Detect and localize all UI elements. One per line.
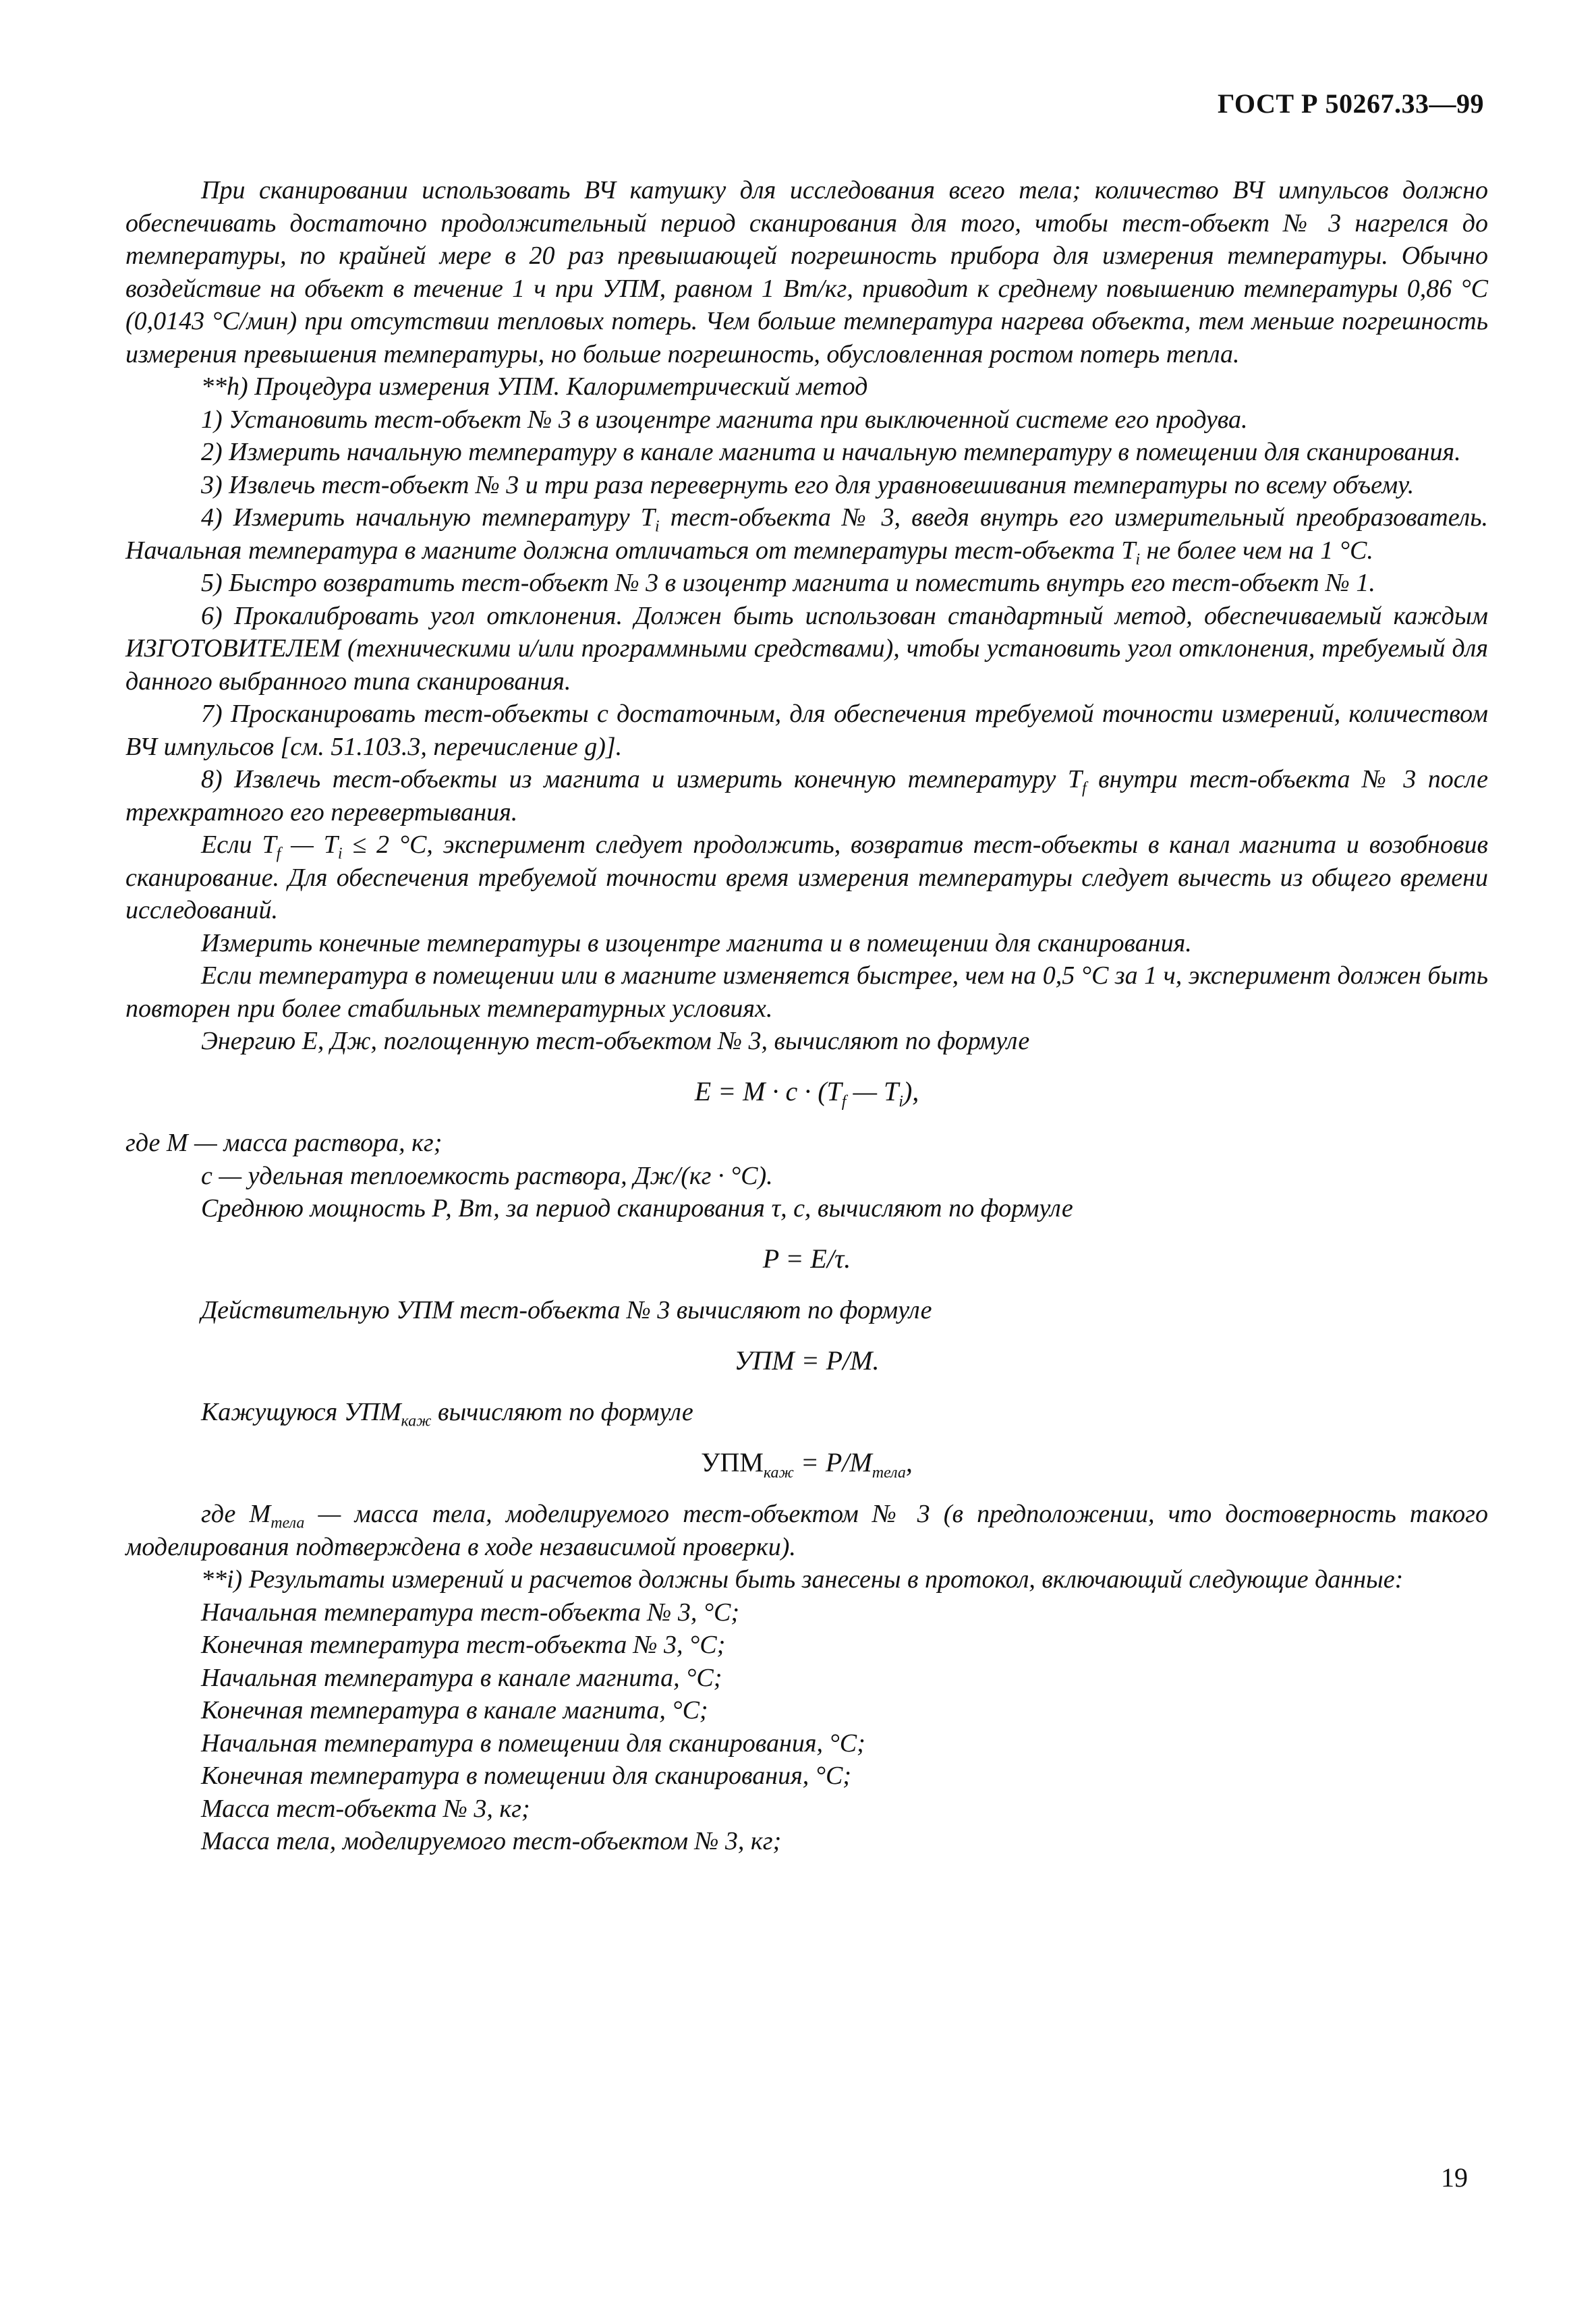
step-2: 2) Измерить начальную температуру в канале магнита и начальную температуру в помещении для сканирования. [201, 438, 1461, 466]
list-item: Конечная температура в помещении для сканирования, °С; [201, 1762, 851, 1790]
list-item: Начальная температура тест-объекта № 3, °С; [201, 1598, 740, 1627]
formula-legend: с — удельная теплоемкость раствора, Дж/(кг · °С). [201, 1161, 773, 1190]
step-5: 5) Быстро возвратить тест-объект № 3 в изоцентр магнита и поместить внутрь его тест-объект № 1. [201, 569, 1375, 597]
paragraph: Энергию Е, Дж, поглощенную тест-объектом № 3, вычисляют по формуле [201, 1027, 1030, 1055]
document-body [125, 174, 1488, 1858]
step-3: 3) Извлечь тест-объект № 3 и три раза перевернуть его для уравновешивания температуры по всему объему. [201, 470, 1415, 499]
paragraph: Кажущуюся $УПМ_{каж}$ вычисляют по формуле [201, 1398, 693, 1430]
paragraph: При сканировании использовать ВЧ катушку для исследования всего тела; количество ВЧ импульсов должно обеспечивать достаточно продолжительный период сканирования для того, чтобы тест-объект № 3 нагрелся до температуры, по крайней мере в 20 раз превышающей погрешность прибора для измерения температуры. Обычно воздействие на объект в течение 1 ч при УПМ, равном 1 Вт/кг, приводит к среднему повышению температуры 0,86 °С (0,0143 °С/мин) при отсутствии тепловых потерь. Чем больше температура нагрева объекта, тем меньше погрешность измерения превышения температуры, но больше погрешность, обусловленная ростом потерь тепла. [125, 176, 1488, 368]
step-7: 7) Просканировать тест-объекты с достаточным, для обеспечения требуемой точности измерений, количеством ВЧ импульсов [см. 51.103.3, перечисление g)]. [125, 700, 1488, 761]
list-item: Масса тела, моделируемого тест-объектом № 3, кг; [201, 1827, 782, 1855]
list-item: Конечная температура тест-объекта № 3, °С; [201, 1631, 726, 1659]
formula-energy: $E = M \cdot c \cdot (T_f$ — $T_i$), [694, 1075, 919, 1111]
paragraph-condition: Если $T_f$ — $T_i \le 2$ °С, эксперимент следует продолжить, возвратив тест-объекты в канал магнита и возобновив сканирование. Для обеспечения требуемой точности время измерения температуры следует вычесть из общего времени исследований. [125, 831, 1488, 924]
step-6: 6) Прокалибровать угол отклонения. Должен быть использован стандартный метод, обеспечиваемый каждым ИЗГОТОВИТЕЛЕМ (техническими и/или программными средствами), чтобы установить угол отклонения, требуемый для данного выбранного типа сканирования. [125, 601, 1488, 696]
page-number: 19 [1441, 2162, 1468, 2193]
step-4: 4) Измерить начальную температуру $T_i$ тест-объекта № 3, введя внутрь его измерительный преобразователь. Начальная температура в магните должна отличаться от температуры тест-объекта $T_i$ не более чем на 1 °С. [125, 503, 1488, 569]
paragraph: Если температура в помещении или в магните изменяется быстрее, чем на 0,5 °С за 1 ч, эксперимент должен быть повторен при более стабильных температурных условиях. [125, 961, 1488, 1023]
section-heading-h: **h) Процедура измерения УПМ. Калориметрический метод [201, 372, 868, 401]
step-8: 8) Извлечь тест-объекты из магнита и измерить конечную температуру $T_f$ внутри тест-объекта № 3 после трехкратного его перевертывания. [125, 765, 1488, 826]
formula-apparent-sar: $УПМ_{каж} = P/M_{тела}$, [701, 1446, 913, 1482]
paragraph: Действительную УПМ тест-объекта № 3 вычисляют по формуле [201, 1296, 932, 1324]
formula-sar: УПМ = P/M. [734, 1345, 880, 1376]
paragraph: где $М_{тела}$ — масса тела, моделируемого тест-объектом № 3 (в предположении, что достоверность такого моделирования подтверждена в ходе независимой проверки). [125, 1500, 1488, 1561]
standard-header: ГОСТ Р 50267.33—99 [1217, 88, 1484, 119]
paragraph: Среднюю мощность Р, Вт, за период сканирования τ, с, вычисляют по формуле [201, 1194, 1073, 1223]
list-item: Конечная температура в канале магнита, °С; [201, 1696, 708, 1724]
formula-legend: где М — масса раствора, кг; [125, 1129, 443, 1157]
list-item: Масса тест-объекта № 3, кг; [201, 1794, 530, 1823]
list-item: Начальная температура в помещении для сканирования, °С; [201, 1729, 865, 1758]
formula-power: P = E/τ. [762, 1243, 851, 1274]
list-item: Начальная температура в канале магнита, °С; [201, 1663, 722, 1692]
section-heading-i: **i) Результаты измерений и расчетов должны быть занесены в протокол, включающий следующие данные: [201, 1565, 1404, 1594]
step-1: 1) Установить тест-объект № 3 в изоцентре магнита при выключенной системе его продува. [201, 405, 1248, 434]
paragraph: Измерить конечные температуры в изоцентре магнита и в помещении для сканирования. [201, 928, 1192, 957]
